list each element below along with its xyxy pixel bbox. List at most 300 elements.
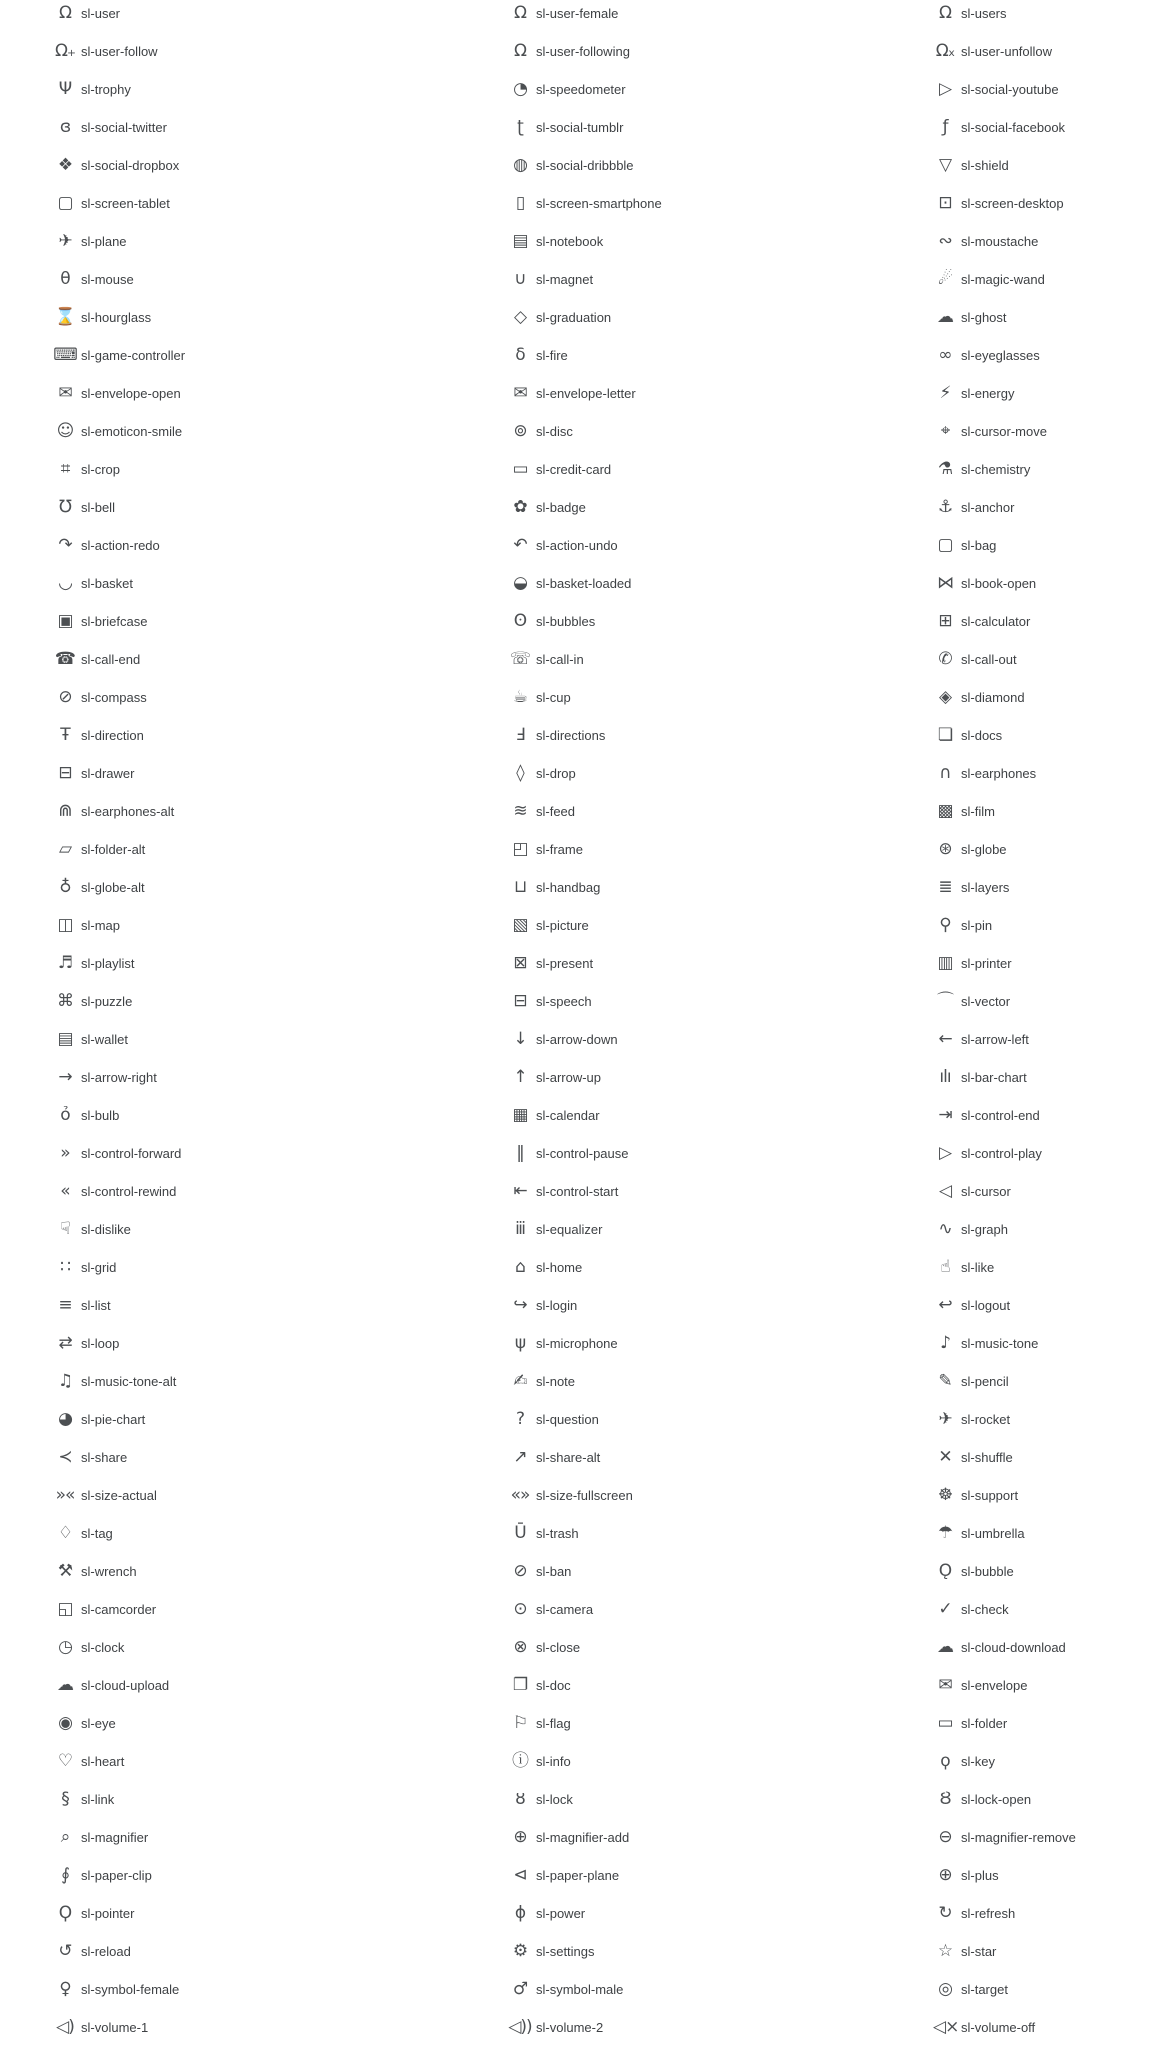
power-icon: ϕ (514, 1902, 526, 1923)
screen-desktop-icon: ⊡ (938, 192, 952, 213)
icon-list-item (0, 906, 455, 944)
icon-label: sl-logout (961, 1297, 1011, 1313)
icon-label: sl-user-following (536, 43, 630, 59)
lock-icon: ȣ (515, 1788, 525, 1809)
control-play-icon: ▷ (938, 1142, 952, 1163)
camcorder-icon: ◱ (57, 1598, 73, 1619)
icon-list-item (0, 108, 455, 146)
icon-label: sl-clock (81, 1639, 125, 1655)
cloud-upload-icon: ☁ (57, 1674, 73, 1695)
icon-label: sl-key (961, 1753, 995, 1769)
plus-icon: ⊕ (938, 1864, 952, 1885)
calculator-icon: ⊞ (938, 610, 952, 631)
icon-list-item (880, 1476, 1160, 1514)
icon-list-item (0, 1438, 455, 1476)
doc-icon: ❐ (512, 1674, 528, 1695)
icon-list-item (455, 1058, 880, 1096)
icon-label: sl-pointer (81, 1905, 135, 1921)
icon-label: sl-umbrella (961, 1525, 1025, 1541)
icon-label: sl-music-tone-alt (81, 1373, 177, 1389)
music-tone-icon: ♪ (940, 1332, 950, 1353)
graduation-icon: ◇ (513, 306, 527, 327)
docs-icon: ❏ (937, 724, 953, 745)
icon-label: sl-microphone (536, 1335, 618, 1351)
icon-list-item (455, 1324, 880, 1362)
icon-label: sl-feed (536, 803, 576, 819)
icon-list-item (455, 336, 880, 374)
icon-label: sl-moustache (961, 233, 1039, 249)
anchor-icon: ⚓ (937, 496, 953, 517)
icon-label: sl-user-female (536, 5, 619, 21)
icon-label: sl-equalizer (536, 1221, 603, 1237)
drawer-icon: ⊟ (58, 762, 72, 783)
cloud-download-icon: ☁ (937, 1636, 953, 1657)
moustache-icon: ∾ (938, 230, 952, 251)
icon-label: sl-action-redo (81, 537, 160, 553)
login-icon: ↪ (513, 1294, 527, 1315)
icon-list-item (880, 602, 1160, 640)
icon-list-item (880, 1742, 1160, 1780)
icon-label: sl-arrow-left (961, 1031, 1029, 1047)
icon-list-item (880, 1134, 1160, 1172)
icon-label: sl-size-fullscreen (536, 1487, 633, 1503)
icon-list-item (880, 982, 1160, 1020)
icon-label: sl-picture (536, 917, 589, 933)
icon-label: sl-emoticon-smile (81, 423, 183, 439)
icon-list-item (0, 982, 455, 1020)
icon-label: sl-film (961, 803, 995, 819)
icon-list-item (880, 830, 1160, 868)
icon-list-item (880, 1704, 1160, 1742)
icon-list-item (0, 944, 455, 982)
icon-label: sl-game-controller (81, 347, 186, 363)
pointer-icon: Ϙ (58, 1902, 72, 1923)
icon-label: sl-bell (81, 499, 115, 515)
icon-list-item (880, 412, 1160, 450)
cup-icon: ☕ (512, 686, 528, 707)
icon-list-item (455, 1894, 880, 1932)
social-youtube-icon: ▷ (938, 78, 952, 99)
icon-list-item (880, 1818, 1160, 1856)
icon-list-item (455, 1514, 880, 1552)
icon-label: sl-user-unfollow (961, 43, 1053, 59)
icon-list-item (455, 640, 880, 678)
icon-list-item (880, 1172, 1160, 1210)
icon-list-item (880, 1438, 1160, 1476)
symbol-male-icon: ♂ (512, 1978, 528, 1999)
icon-label: sl-plane (81, 233, 127, 249)
icon-label: sl-disc (536, 423, 573, 439)
share-alt-icon: ↗ (513, 1446, 527, 1467)
icon-label: sl-bar-chart (961, 1069, 1027, 1085)
icon-list-item (455, 792, 880, 830)
icon-list-item (880, 640, 1160, 678)
icon-list-item (455, 1970, 880, 2008)
icon-label: sl-magnifier (81, 1829, 149, 1845)
icon-label: sl-call-in (536, 651, 584, 667)
note-icon: ✍ (513, 1370, 527, 1391)
icon-label: sl-fire (536, 347, 568, 363)
puzzle-icon: ⌘ (57, 990, 73, 1011)
icon-label: sl-music-tone (961, 1335, 1039, 1351)
icon-label: sl-screen-tablet (81, 195, 170, 211)
envelope-letter-icon: ✉ (513, 382, 527, 403)
icon-list-item (0, 146, 455, 184)
icon-list-item (880, 678, 1160, 716)
present-icon: ⊠ (513, 952, 527, 973)
wrench-icon: ⚒ (57, 1560, 73, 1581)
icon-list-item (880, 906, 1160, 944)
user-follow-icon: Ω₊ (55, 40, 75, 61)
icon-label: sl-trash (536, 1525, 579, 1541)
arrow-right-icon: → (58, 1066, 72, 1087)
icon-list-item (880, 1894, 1160, 1932)
icon-list-item (0, 222, 455, 260)
icon-label: sl-paper-plane (536, 1867, 620, 1883)
icon-list-item (0, 830, 455, 868)
icon-list-item (880, 716, 1160, 754)
settings-icon: ⚙ (512, 1940, 528, 1961)
symbol-female-icon: ♀ (59, 1978, 71, 1999)
camera-icon: ⊙ (513, 1598, 527, 1619)
icon-label: sl-globe-alt (81, 879, 145, 895)
icon-list-item (0, 716, 455, 754)
icon-list-item (880, 336, 1160, 374)
icon-label: sl-chemistry (961, 461, 1031, 477)
control-start-icon: ⇤ (513, 1180, 527, 1201)
icon-list-item (0, 1628, 455, 1666)
icon-list-item (0, 1552, 455, 1590)
icon-list-item (0, 678, 455, 716)
frame-icon: ◰ (512, 838, 528, 859)
direction-icon: Ŧ (60, 724, 70, 745)
drop-icon: ◊ (516, 762, 524, 783)
icon-list-item (455, 1248, 880, 1286)
icon-list-item (455, 488, 880, 526)
icon-list-item (455, 982, 880, 1020)
icon-list-item (0, 602, 455, 640)
magnifier-add-icon: ⊕ (513, 1826, 527, 1847)
icon-label: sl-camera (536, 1601, 594, 1617)
icon-label: sl-symbol-female (81, 1981, 180, 1997)
icon-label: sl-lock (536, 1791, 573, 1807)
icon-label: sl-envelope-letter (536, 385, 636, 401)
icon-list-item (880, 70, 1160, 108)
icon-label: sl-briefcase (81, 613, 148, 629)
social-dropbox-icon: ❖ (57, 154, 73, 175)
pin-icon: ⚲ (939, 914, 951, 935)
arrow-down-icon: ↓ (513, 1028, 527, 1049)
icon-list-item (455, 1020, 880, 1058)
logout-icon: ↩ (938, 1294, 952, 1315)
icon-list-item (455, 412, 880, 450)
icon-label: sl-control-rewind (81, 1183, 177, 1199)
icon-list-item (455, 450, 880, 488)
icon-label: sl-crop (81, 461, 121, 477)
pencil-icon: ✎ (938, 1370, 952, 1391)
icon-label: sl-layers (961, 879, 1010, 895)
icon-list-item (455, 830, 880, 868)
icon-list-item (0, 1096, 455, 1134)
icon-list-item (455, 754, 880, 792)
icon-label: sl-loop (81, 1335, 120, 1351)
umbrella-icon: ☂ (937, 1522, 953, 1543)
call-out-icon: ✆ (938, 648, 952, 669)
energy-icon: ⚡ (939, 382, 951, 403)
equalizer-icon: ⅲ (515, 1218, 525, 1239)
magnet-icon: ∪ (514, 268, 526, 289)
icon-label: sl-docs (961, 727, 1003, 743)
icon-list-item (455, 2008, 880, 2046)
eyeglasses-icon: ∞ (938, 344, 952, 365)
icon-list-item (880, 260, 1160, 298)
icon-list-item (455, 146, 880, 184)
icon-label: sl-magic-wand (961, 271, 1045, 287)
icon-label: sl-bag (961, 537, 997, 553)
folder-alt-icon: ▱ (58, 838, 72, 859)
social-twitter-icon: ɞ (59, 116, 71, 137)
icon-list-item (455, 1362, 880, 1400)
icon-label: sl-magnet (536, 271, 594, 287)
icon-list-item (0, 1818, 455, 1856)
icon-list-item (880, 1628, 1160, 1666)
icon-label: sl-mouse (81, 271, 134, 287)
game-controller-icon: ⌨ (53, 344, 77, 365)
icon-list-item (455, 1704, 880, 1742)
icon-label: sl-dislike (81, 1221, 131, 1237)
icon-list-item (455, 222, 880, 260)
user-female-icon: Ω (514, 2, 526, 23)
icon-label: sl-volume-1 (81, 2019, 149, 2035)
icon-list-item (455, 108, 880, 146)
icon-label: sl-printer (961, 955, 1012, 971)
social-dribbble-icon: ◍ (513, 154, 527, 175)
magnifier-remove-icon: ⊖ (938, 1826, 952, 1847)
speedometer-icon: ◔ (513, 78, 527, 99)
plane-icon: ✈ (58, 230, 72, 251)
icon-list-item (880, 1970, 1160, 2008)
screen-tablet-icon: ▢ (57, 192, 73, 213)
icon-label: sl-cursor-move (961, 423, 1047, 439)
icon-label: sl-call-out (961, 651, 1017, 667)
icon-label: sl-link (81, 1791, 115, 1807)
basket-icon: ◡ (58, 572, 72, 593)
map-icon: ◫ (57, 914, 73, 935)
icon-list-item (0, 1476, 455, 1514)
trophy-icon: Ψ (58, 78, 72, 99)
icon-list-item (0, 526, 455, 564)
icon-label: sl-folder (961, 1715, 1008, 1731)
ban-icon: ⊘ (513, 1560, 527, 1581)
icon-label: sl-plus (961, 1867, 999, 1883)
icon-list-item (455, 1134, 880, 1172)
list-icon: ≡ (58, 1294, 72, 1315)
icon-label: sl-refresh (961, 1905, 1016, 1921)
icon-list-item (455, 1096, 880, 1134)
icon-list-item (0, 1590, 455, 1628)
icon-label: sl-present (536, 955, 594, 971)
lock-open-icon: Ȣ (939, 1788, 951, 1809)
icon-label: sl-note (536, 1373, 576, 1389)
loop-icon: ⇄ (58, 1332, 72, 1353)
trash-icon: Ū (514, 1522, 526, 1543)
icon-list-item (880, 1058, 1160, 1096)
icon-label: sl-graph (961, 1221, 1008, 1237)
icon-label: sl-basket (81, 575, 134, 591)
icon-list-item (880, 146, 1160, 184)
icon-label: sl-cloud-download (961, 1639, 1066, 1655)
icon-label: sl-share (81, 1449, 128, 1465)
credit-card-icon: ▭ (512, 458, 528, 479)
playlist-icon: ♬ (57, 952, 73, 973)
icon-list-item (455, 602, 880, 640)
icon-list-item (880, 1210, 1160, 1248)
tag-icon: ♢ (57, 1522, 73, 1543)
icon-label: sl-cup (536, 689, 571, 705)
icon-label: sl-wrench (81, 1563, 137, 1579)
music-tone-alt-icon: ♫ (57, 1370, 73, 1391)
user-following-icon: Ω (514, 40, 526, 61)
icon-list-item (455, 716, 880, 754)
icon-list-item (880, 1020, 1160, 1058)
icon-list-item (455, 70, 880, 108)
icon-list-item (880, 754, 1160, 792)
icon-list-item (0, 374, 455, 412)
icon-list-item (0, 70, 455, 108)
icon-list-item (455, 1856, 880, 1894)
book-open-icon: ⋈ (937, 572, 953, 593)
icon-label: sl-control-start (536, 1183, 619, 1199)
icon-list-item (0, 488, 455, 526)
control-end-icon: ⇥ (938, 1104, 952, 1125)
grid-icon: ∷ (60, 1256, 70, 1277)
icon-label: sl-home (536, 1259, 583, 1275)
icon-list-item (0, 298, 455, 336)
cursor-icon: ◁ (938, 1180, 952, 1201)
key-icon: ϙ (940, 1750, 950, 1771)
icon-label: sl-social-dropbox (81, 157, 180, 173)
icon-list-item (880, 1552, 1160, 1590)
icon-label: sl-control-end (961, 1107, 1040, 1123)
icon-label: sl-camcorder (81, 1601, 157, 1617)
icon-label: sl-size-actual (81, 1487, 157, 1503)
icon-list-item (455, 944, 880, 982)
icon-list-item (455, 1286, 880, 1324)
icon-list-item (880, 184, 1160, 222)
icon-label: sl-user-follow (81, 43, 158, 59)
icon-list-item (0, 1970, 455, 2008)
icon-label: sl-pin (961, 917, 993, 933)
microphone-icon: ψ (514, 1332, 526, 1353)
basket-loaded-icon: ◒ (513, 572, 527, 593)
icon-label: sl-flag (536, 1715, 571, 1731)
icon-label: sl-badge (536, 499, 586, 515)
icon-list-item (0, 1134, 455, 1172)
dislike-icon: ☟ (60, 1218, 70, 1239)
icon-label: sl-drop (536, 765, 576, 781)
link-icon: § (61, 1788, 69, 1809)
icon-list-item (455, 678, 880, 716)
icon-label: sl-trophy (81, 81, 131, 97)
cursor-move-icon: ⌖ (940, 420, 950, 441)
bag-icon: ▢ (937, 534, 953, 555)
control-forward-icon: » (60, 1142, 70, 1163)
action-redo-icon: ↷ (58, 534, 72, 555)
icon-label: sl-magnifier-remove (961, 1829, 1076, 1845)
check-icon: ✓ (938, 1598, 952, 1619)
call-in-icon: ☏ (509, 648, 531, 669)
share-icon: ≺ (58, 1446, 72, 1467)
icon-label: sl-lock-open (961, 1791, 1032, 1807)
icon-label: sl-arrow-right (81, 1069, 157, 1085)
target-icon: ◎ (938, 1978, 952, 1999)
icon-label: sl-question (536, 1411, 599, 1427)
icon-list-item (0, 450, 455, 488)
icon-list-item (455, 0, 880, 32)
hourglass-icon: ⌛ (54, 306, 76, 327)
icon-list-item (455, 32, 880, 70)
bubble-icon: Ǫ (938, 1560, 952, 1581)
icon-label: sl-close (536, 1639, 581, 1655)
crop-icon: ⌗ (60, 458, 70, 479)
wallet-icon: ▤ (57, 1028, 73, 1049)
icon-list-item (880, 1780, 1160, 1818)
icon-list-item (0, 1248, 455, 1286)
icon-list-item (455, 184, 880, 222)
icon-label: sl-hourglass (81, 309, 152, 325)
icon-label: sl-screen-desktop (961, 195, 1064, 211)
earphones-icon: ∩ (939, 762, 951, 783)
icon-label: sl-bulb (81, 1107, 120, 1123)
icon-label: sl-drawer (81, 765, 135, 781)
icon-list-item (880, 488, 1160, 526)
icon-list-item (455, 1742, 880, 1780)
icon-list-item (880, 1096, 1160, 1134)
folder-icon: ▭ (937, 1712, 953, 1733)
screen-smartphone-icon: ▯ (515, 192, 525, 213)
icon-label: sl-map (81, 917, 121, 933)
icon-label: sl-social-youtube (961, 81, 1059, 97)
icon-list-item (880, 526, 1160, 564)
refresh-icon: ↻ (938, 1902, 952, 1923)
icon-list-item (880, 868, 1160, 906)
volume-off-icon: ◁× (933, 2016, 959, 2037)
like-icon: ☝ (940, 1256, 950, 1277)
icon-label: sl-handbag (536, 879, 601, 895)
icon-list-item (880, 450, 1160, 488)
icon-list-item (0, 640, 455, 678)
compass-icon: ⊘ (58, 686, 72, 707)
layers-icon: ≣ (938, 876, 952, 897)
icon-list-item (880, 222, 1160, 260)
icon-label: sl-target (961, 1981, 1008, 1997)
social-facebook-icon: ƒ (942, 116, 948, 137)
icon-label: sl-eye (81, 1715, 116, 1731)
icon-label: sl-volume-2 (536, 2019, 604, 2035)
icon-list-item (0, 1514, 455, 1552)
icon-label: sl-share-alt (536, 1449, 601, 1465)
icon-list-item (880, 564, 1160, 602)
icon-label: sl-social-tumblr (536, 119, 624, 135)
icon-list-item (880, 32, 1160, 70)
call-end-icon: ☎ (54, 648, 76, 669)
icon-list-item (880, 1932, 1160, 1970)
icon-list-item (880, 1400, 1160, 1438)
disc-icon: ⊚ (513, 420, 527, 441)
fire-icon: δ (515, 344, 525, 365)
size-actual-icon: »« (55, 1484, 75, 1505)
icon-list-item (0, 412, 455, 450)
